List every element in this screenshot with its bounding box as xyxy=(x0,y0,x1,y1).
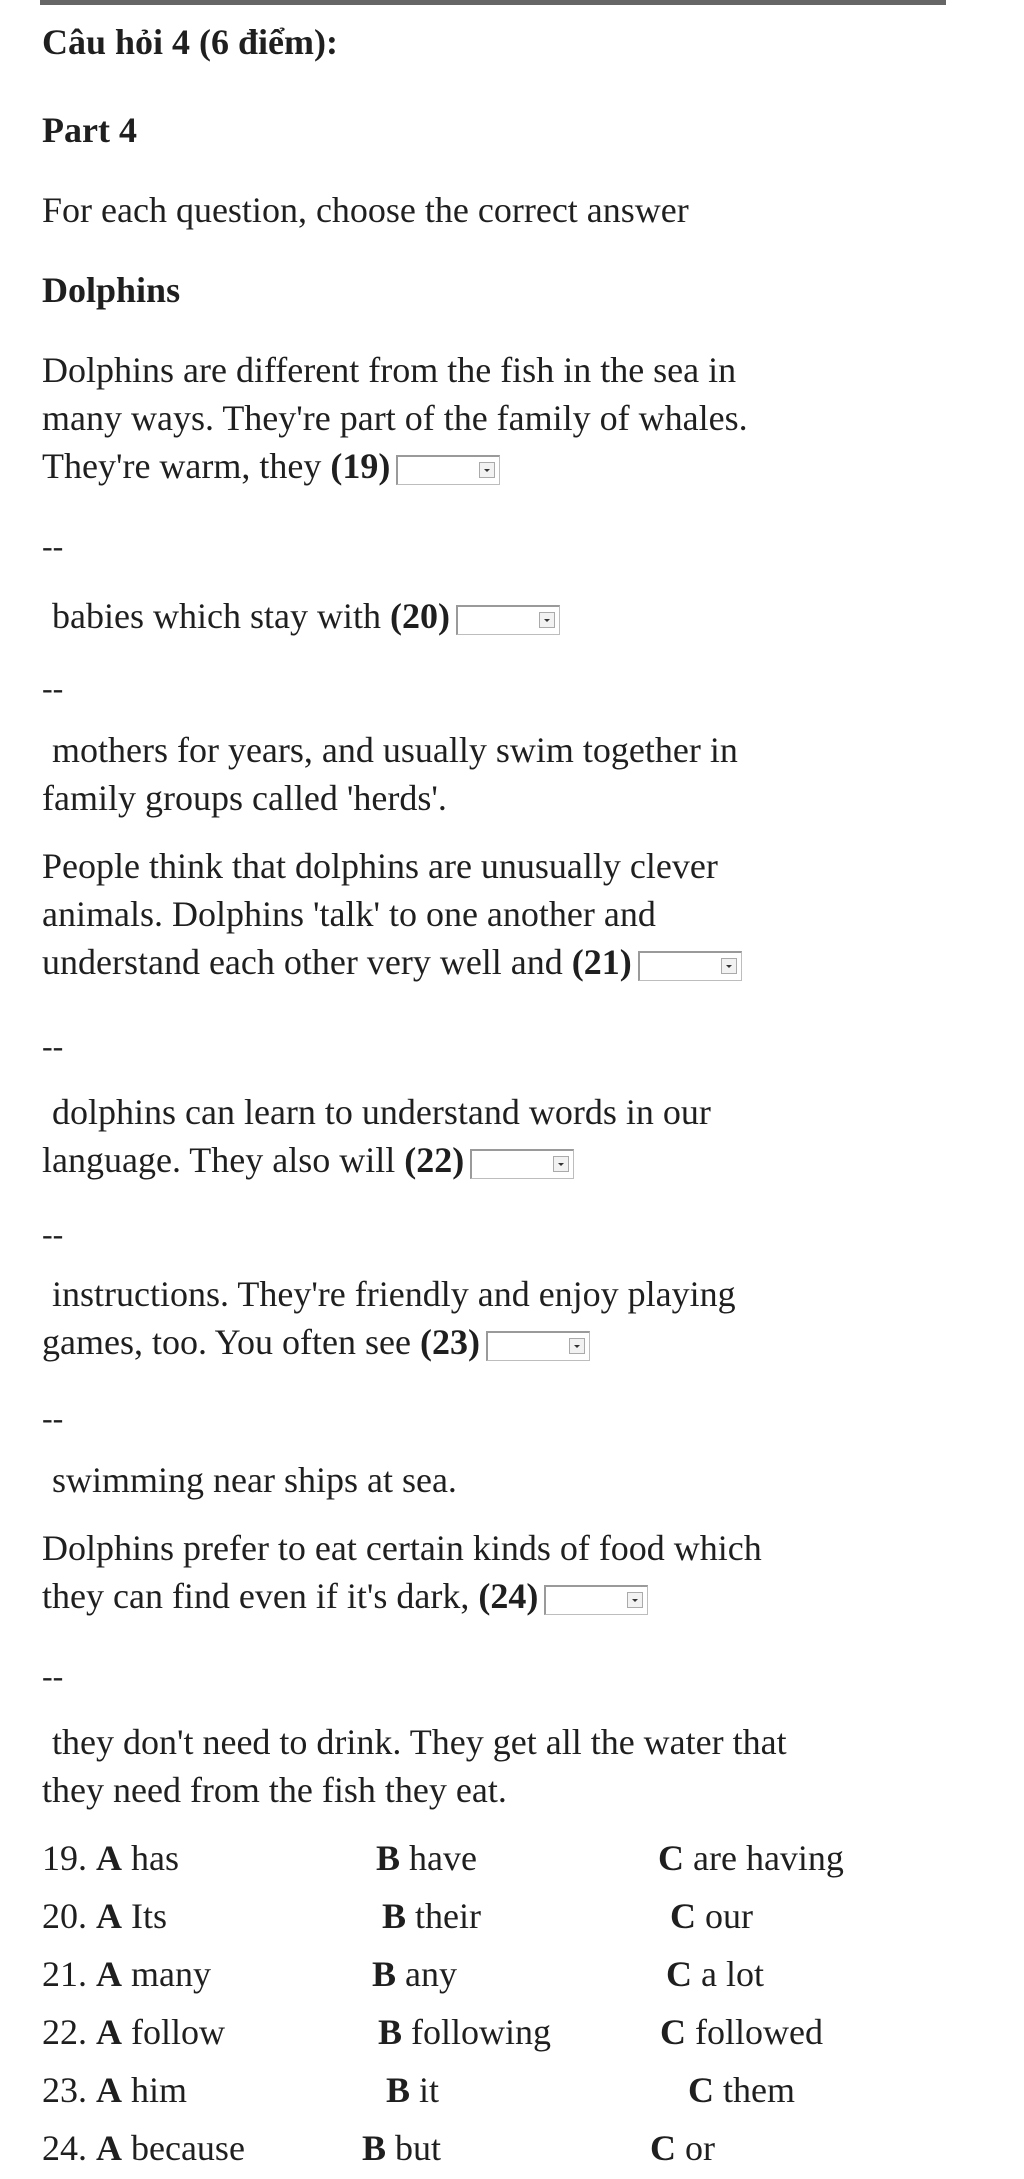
option-c: C our xyxy=(670,1896,753,1936)
option-a: 23. A him xyxy=(42,2070,188,2110)
separator-dash: -- xyxy=(42,1028,64,1064)
answer-select-19[interactable] xyxy=(396,455,500,485)
instruction-text: For each question, choose the correct answer xyxy=(42,190,689,230)
option-a: 19. A has xyxy=(42,1838,179,1878)
passage-line: mothers for years, and usually swim together in xyxy=(52,730,738,770)
option-c: C followed xyxy=(660,2012,823,2052)
passage-line: instructions. They're friendly and enjoy playing xyxy=(52,1274,736,1314)
passage-line: many ways. They're part of the family of whales. xyxy=(42,398,748,438)
answer-select-24[interactable] xyxy=(544,1585,648,1615)
passage-line: dolphins can learn to understand words in our xyxy=(52,1092,711,1132)
passage-line: Dolphins are different from the fish in the sea in xyxy=(42,350,737,390)
passage-line: They're warm, they (19) xyxy=(42,442,500,490)
option-b: B following xyxy=(378,2012,552,2052)
passage-title: Dolphins xyxy=(42,270,181,310)
dropdown-arrow-icon[interactable] xyxy=(479,462,495,478)
option-b: B have xyxy=(376,1838,477,1878)
passage-line: they need from the fish they eat. xyxy=(42,1770,507,1810)
option-b: B any xyxy=(372,1954,457,1994)
passage-line: understand each other very well and (21) xyxy=(42,938,742,986)
option-a: 22. A follow xyxy=(42,2012,225,2052)
option-c: C are having xyxy=(658,1838,844,1878)
option-a: 21. A many xyxy=(42,1954,211,1994)
option-b: B but xyxy=(362,2128,442,2168)
passage-line: Dolphins prefer to eat certain kinds of food which xyxy=(42,1528,762,1568)
dropdown-arrow-icon[interactable] xyxy=(721,958,737,974)
separator-dash: -- xyxy=(42,1658,64,1694)
option-c: C them xyxy=(688,2070,795,2110)
answer-select-20[interactable] xyxy=(456,605,560,635)
option-c: C or xyxy=(650,2128,715,2168)
passage-line: animals. Dolphins 'talk' to one another and xyxy=(42,894,656,934)
option-b: B it xyxy=(386,2070,440,2110)
answer-select-22[interactable] xyxy=(470,1149,574,1179)
separator-dash: -- xyxy=(42,1216,64,1252)
separator-dash: -- xyxy=(42,528,64,564)
option-a: 20. A Its xyxy=(42,1896,167,1936)
passage-line: games, too. You often see (23) xyxy=(42,1318,590,1366)
passage-line: family groups called 'herds'. xyxy=(42,778,447,818)
passage-line: swimming near ships at sea. xyxy=(52,1460,457,1500)
top-divider xyxy=(40,0,946,5)
passage-line: language. They also will (22) xyxy=(42,1136,574,1184)
option-a: 24. A because xyxy=(42,2128,245,2168)
answer-select-21[interactable] xyxy=(638,951,742,981)
passage-line: they don't need to drink. They get all the water that xyxy=(52,1722,787,1762)
question-title: Câu hỏi 4 (6 điểm): xyxy=(42,22,338,62)
passage-line: babies which stay with (20) xyxy=(52,592,560,640)
option-c: C a lot xyxy=(666,1954,764,1994)
passage-line: they can find even if it's dark, (24) xyxy=(42,1572,648,1620)
dropdown-arrow-icon[interactable] xyxy=(553,1156,569,1172)
dropdown-arrow-icon[interactable] xyxy=(539,612,555,628)
dropdown-arrow-icon[interactable] xyxy=(627,1592,643,1608)
option-b: B their xyxy=(382,1896,481,1936)
part-label: Part 4 xyxy=(42,110,137,150)
separator-dash: -- xyxy=(42,670,64,706)
dropdown-arrow-icon[interactable] xyxy=(569,1338,585,1354)
passage-line: People think that dolphins are unusually clever xyxy=(42,846,718,886)
separator-dash: -- xyxy=(42,1400,64,1436)
answer-select-23[interactable] xyxy=(486,1331,590,1361)
